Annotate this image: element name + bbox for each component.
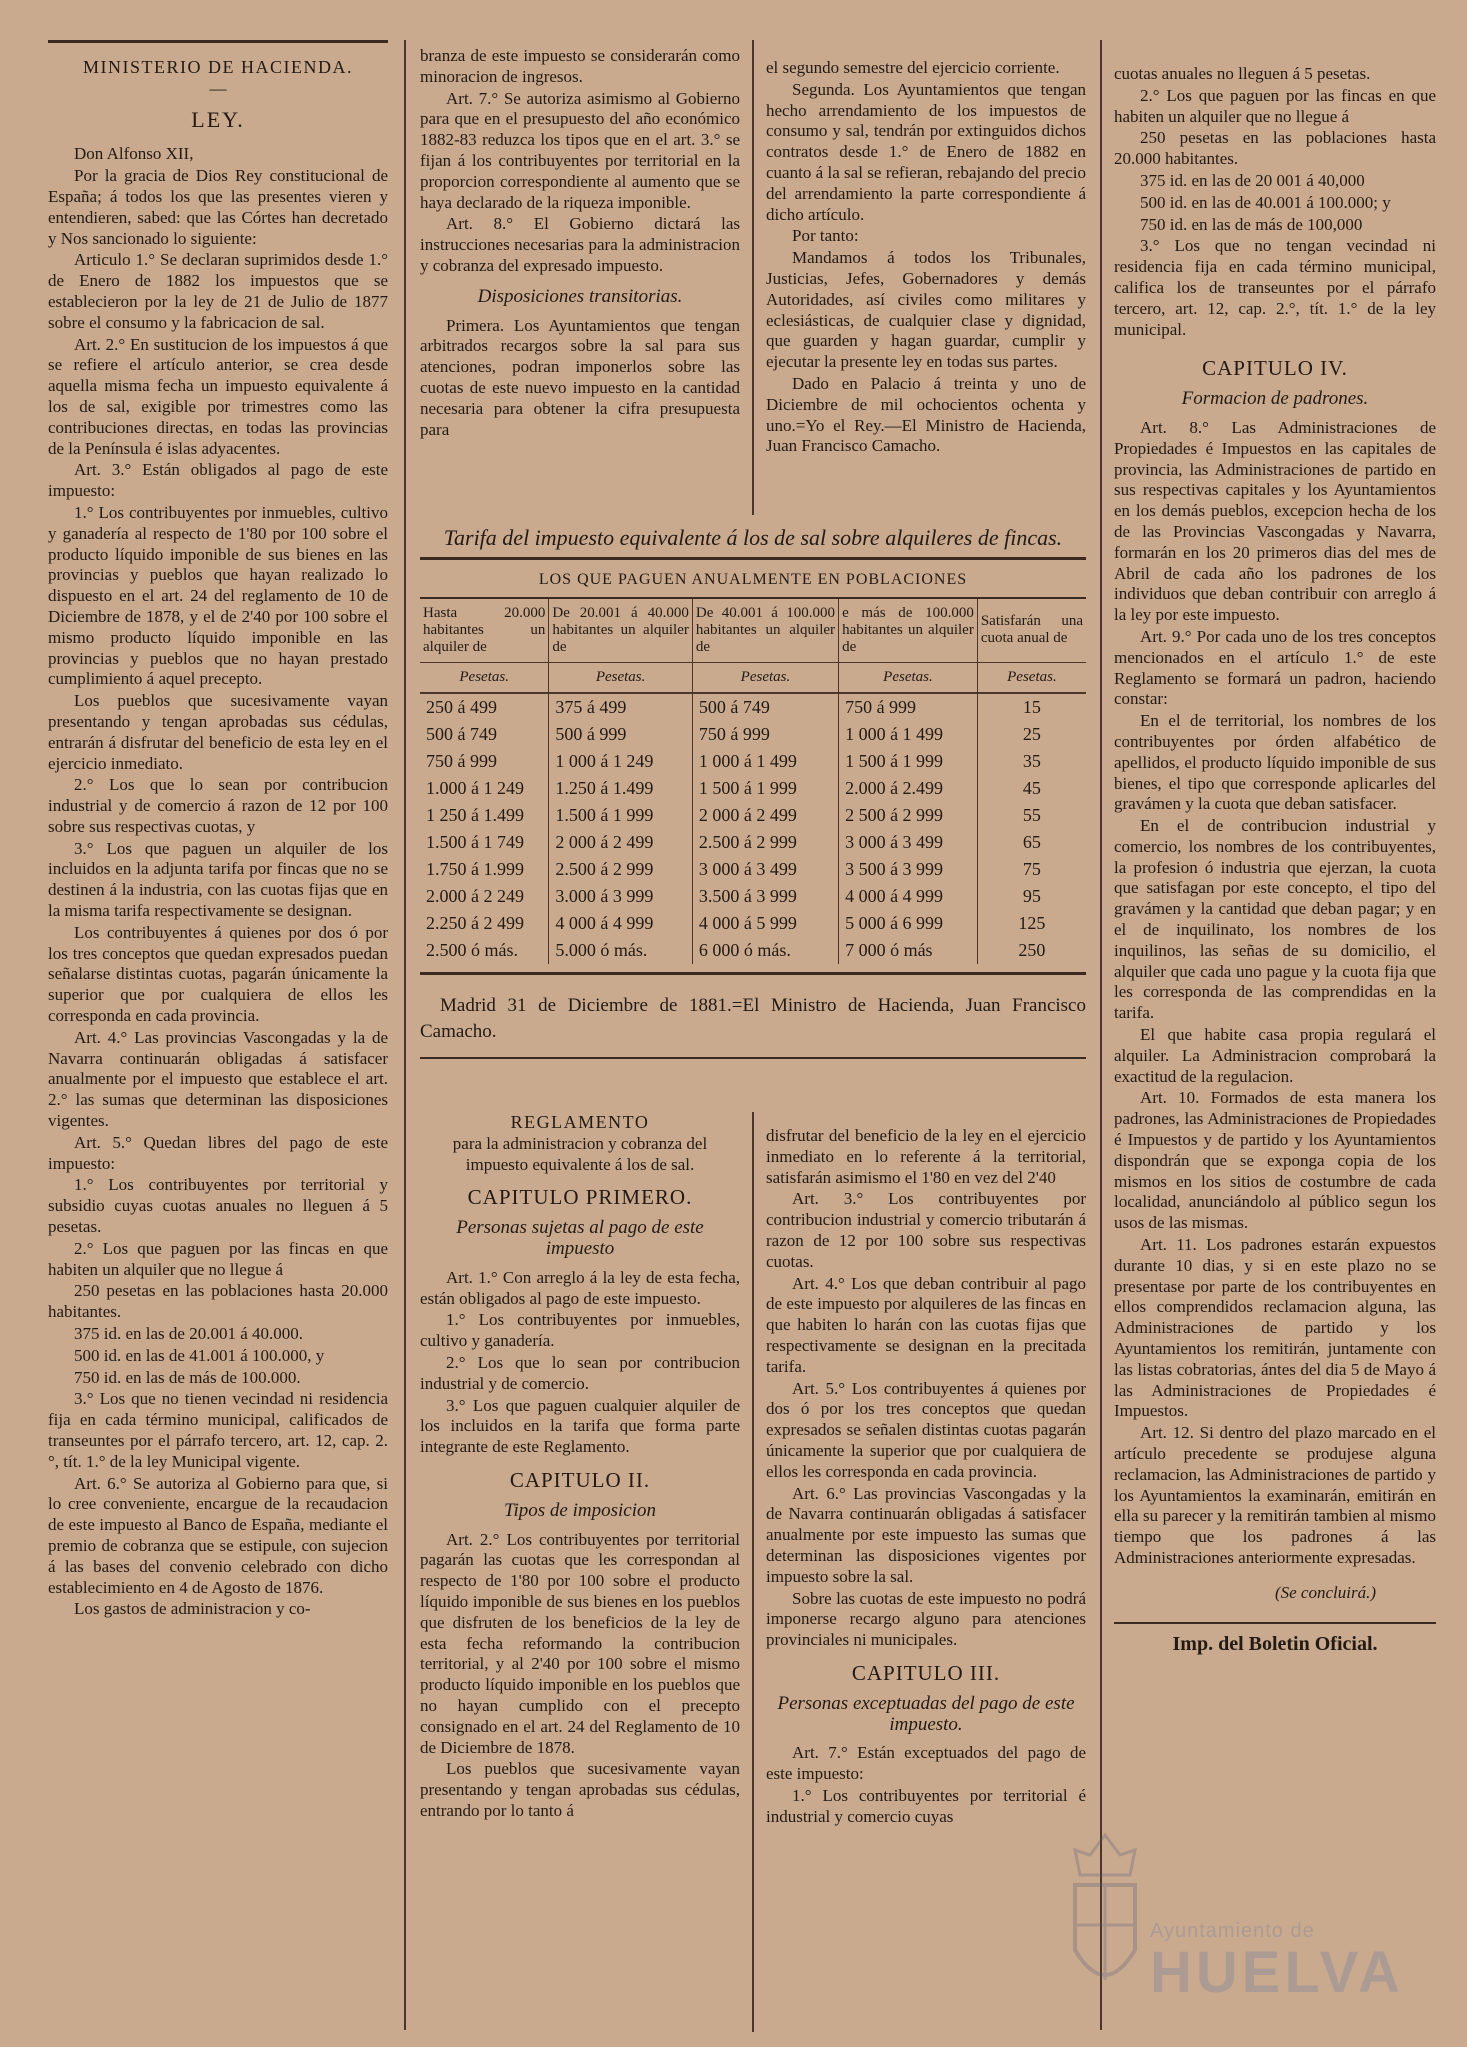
paragraph: el segundo semestre del ejercicio corriente. — [766, 58, 1060, 77]
tariff-cell: 2.500 á 2 999 — [549, 856, 692, 883]
paragraph: Art. 10. Formados de esta manera los padrones, las Administraciones de Propiedades é Impuestos y de partido y los Ayuntamientos dispondrán que se exponga copia de los mismos en los sitios de costumbre de cada localidad, anunciándolo al público segun los usos de las mismas. — [1114, 1088, 1436, 1233]
column-4 — [1114, 64, 1436, 1964]
paragraph: Art. 8.° El Gobierno dictará las instrucciones necesarias para la administracion y cobranza del expresado impuesto. — [420, 214, 740, 275]
tariff-cell: 125 — [1018, 912, 1046, 933]
paragraph: Por la gracia de Dios Rey constitucional de España; á todos los que las presentes vieren y entendieren, sabed: que las Córtes han decretado y Nos sancionado lo siguiente: — [48, 166, 388, 248]
tariff-cell: 2 000 á 2 499 — [692, 802, 838, 829]
tariff-cell: 2.500 á 2 999 — [692, 829, 838, 856]
paragraph: Art. 5.° Los contribuyentes á quienes por dos ó por los tres conceptos que quedan expresados se señalen distintas cuotas pagarán únicamente la superior que por cualquiera de ellos les corresponda en cada provincia. — [766, 1378, 1086, 1481]
tariff-cell: 7 000 ó más — [839, 937, 978, 964]
paragraph: Primera. Los Ayuntamientos que tengan arbitrados recargos sobre la sal para sus atenciones, podran imponerlos sobre las cuotas de este nuevo impuesto en la cantidad necesaria para obtener la cifra presupuesta para — [420, 315, 740, 439]
chapter-2-text — [420, 1530, 740, 1822]
paragraph: 250 pesetas en las poblaciones hasta 20.000 habitantes. — [1114, 128, 1436, 169]
archive-watermark — [1150, 1920, 1404, 2003]
tariff-cell: 6 000 ó más. — [692, 937, 838, 964]
tariff-cell: 1.500 á 1 999 — [549, 802, 692, 829]
to-be-continued: (Se concluirá.) — [1274, 1582, 1376, 1602]
watermark-line-1: Ayuntamiento de — [1150, 1920, 1315, 1942]
paragraph: El que habite casa propia regulará el alquiler. La Administracion comprobará la exactitud de la regulacion. — [1114, 1025, 1436, 1086]
column-2-bottom — [420, 1112, 740, 2032]
tariff-units-row — [420, 662, 1086, 693]
tariff-cell: 75 — [1022, 858, 1041, 879]
paragraph: Articulo 1.° Se declaran suprimidos desde 1.° de Enero de 1882 los impuestos que se establecieron por la ley de 21 de Julio de 1877 sobre el consumo y la fabricacion de sal. — [48, 250, 388, 332]
tariff-cell: 1 250 á 1.499 — [420, 802, 549, 829]
tariff-cell: 3.000 á 3 999 — [549, 883, 692, 910]
chapter-2-subheading: Tipos de imposicion — [503, 1499, 656, 1521]
tariff-cell: 500 á 749 — [420, 721, 549, 748]
paragraph: 2.° Los que lo sean por contribucion industrial y de comercio á razon de 12 por 100 sobre sus respectivas cuotas, y — [48, 775, 388, 836]
tariff-unit-cell: Pesetas. — [692, 662, 838, 693]
chapter-1-text — [420, 1268, 740, 1458]
paragraph: 3.° Los que no tengan vecindad ni residencia fija en cada término municipal, califica los de transeuntes por el párrafo tercero, art. 12, cap. 2.°, tít. 1.° de la ley municipal. — [1114, 236, 1436, 339]
tariff-bottom-rule — [420, 972, 1086, 975]
tariff-cell: 1 500 á 1 999 — [692, 775, 838, 802]
tariff-unit-cell: Pesetas. — [549, 662, 692, 693]
tariff-cell: 2 000 á 2 499 — [549, 829, 692, 856]
tariff-cell: 500 á 999 — [549, 721, 692, 748]
paragraph: 1.° Los contribuyentes por territorial é industrial y comercio cuyas — [766, 1785, 1086, 1826]
paragraph: Los contribuyentes á quienes por dos ó por los tres conceptos que quedan expresados puedan señalarse distintas cuotas, pagarán únicamente la superior que por cualquiera de ellos les corresponda en cada provincia. — [48, 922, 388, 1026]
column-divider — [1100, 40, 1102, 2030]
paragraph: 1.° Los contribuyentes por territorial y subsidio cuyas cuotas anuales no lleguen á 5 pesetas. — [48, 1175, 388, 1237]
tariff-cell: 2.000 á 2 249 — [420, 883, 549, 910]
column-2-top — [420, 46, 740, 506]
paragraph: 1.° Los contribuyentes por inmuebles, cultivo y ganadería al respecto de 1'80 por 100 sobre el producto líquido imponible de sus bienes en las provincias y pueblos que hayan realizado lo dispuesto en el art. 24 del reglamento de 10 de Diciembre de 1878, y el de 2'40 por 100 sobre el mismo producto líquido imponible en las provincias y pueblos que no hayan prestado cumplimiento á aquel precepto. — [48, 502, 388, 689]
paragraph: disfrutar del beneficio de la ley en el ejercicio inmediato en lo referente á la territorial, satisfarán asimismo el 1'80 en vez del 2'40 — [766, 1126, 1086, 1187]
paragraph: Los pueblos que sucesivamente vayan presentando y tengan aprobadas sus cédulas, entrando por lo tanto á — [420, 1759, 740, 1820]
paragraph: Art. 11. Los padrones estarán expuestos durante 10 dias, y si en este plazo no se presentase por parte de los contribuyentes en ellos comprendidos reclamacion alguna, las Administraciones de partido y los Ayuntamientos los remitirán, juntamente con las listas cobratorias, ántes del dia 5 de Mayo á las Administraciones de Propiedades é Impuestos. — [1114, 1235, 1436, 1421]
table-row — [420, 910, 1086, 937]
heading-dash: — — [209, 78, 227, 98]
paragraph: 2.° Los que paguen por las fincas en que habiten un alquiler que no llegue á — [1114, 85, 1436, 126]
reglamento-subtitle: para la administracion y cobranza del impuesto equivalente á los de sal. — [452, 1133, 708, 1174]
coat-of-arms-icon — [1060, 1830, 1150, 2010]
column-divider — [752, 40, 754, 515]
table-row — [420, 883, 1086, 910]
paragraph: 3.° Los que paguen cualquier alquiler de los incluidos en la tarifa que forma parte integrante de este Reglamento. — [420, 1395, 740, 1457]
column-3-top-text — [766, 58, 1086, 457]
paragraph: Art. 2.° Los contribuyentes por territorial pagarán las cuotas que les correspondan al respecto de 1'80 por 100 sobre el producto líquido imponible de sus bienes en los pueblos que disfruten de los beneficios de la ley de esta fecha reformando la contribucion territorial, y al 2'40 por 100 sobre el mismo producto líquido imponible en los pueblos que no hayan cumplido con el precepto consignado en el art. 24 del Reglamento de 10 de Diciembre de 1878. — [420, 1529, 740, 1757]
imprint: Imp. del Boletin Oficial. — [1172, 1632, 1378, 1655]
tariff-cell: 3 000 á 3 499 — [692, 856, 838, 883]
paragraph: branza de este impuesto se considerarán como minoracion de ingresos. — [420, 46, 740, 86]
paragraph: Art. 8.° Las Administraciones de Propiedades é Impuestos en las capitales de provincia, las Administraciones de partido en sus respectivas capitales y los Ayuntamientos en los demás pueblos, excepcion hecha de los de las Provincias Vascongadas y Navarra, formarán en los 20 primeros dias del mes de Abril de cada año los padrones de los individuos que deban contribuir con arreglo á la ley por este impuesto. — [1114, 417, 1436, 625]
tariff-cell: 2 500 á 2 999 — [839, 802, 978, 829]
paragraph: Art. 12. Si dentro del plazo marcado en el artículo precedente se produjese alguna reclamacion, las Administraciones de partido y los Ayuntamientos la examinarán, emitirán en ella su parecer y la remitirán tambien al mismo tiempo que los padrones á las Administraciones anteriormente expresadas. — [1114, 1423, 1436, 1567]
paragraph: 2.° Los que lo sean por contribucion industrial y de comercio. — [420, 1352, 740, 1393]
column-1 — [48, 40, 388, 2030]
tariff-cell: 1 500 á 1 999 — [839, 748, 978, 775]
tariff-cell: 250 — [1018, 939, 1046, 960]
tariff-unit-cell: Pesetas. — [977, 662, 1086, 693]
tariff-cell: 15 — [1022, 696, 1041, 717]
tariff-cell: 4 000 á 4 999 — [839, 883, 978, 910]
imprint-rule — [1114, 1622, 1436, 1624]
column-3-bottom — [766, 1126, 1086, 2031]
column-3-bottom-text — [766, 1126, 1086, 1651]
tariff-cell: 5.000 ó más. — [549, 937, 692, 964]
column-2-top-text — [420, 46, 740, 277]
tariff-block — [420, 528, 1086, 1088]
tariff-cell: 25 — [1022, 723, 1041, 744]
paragraph: Art. 6.° Las provincias Vascongadas y la de Navarra continuarán obligadas á satisfacer anualmente por este impuesto las sumas que determinan las disposiciones vigentes por impuesto sobre la sal. — [766, 1483, 1086, 1586]
tariff-table — [420, 599, 1086, 964]
tariff-cell: 4 000 á 4 999 — [549, 910, 692, 937]
paragraph: 3.° Los que no tienen vecindad ni residencia fija en cada término municipal, calificados de transeuntes por el párrafo tercero, art. 12, cap. 2.°, tít. 1.° de la ley Municipal vigente. — [48, 1389, 388, 1471]
tariff-column-header: De 20.001 á 40.000 habitantes un alquiler de — [549, 599, 692, 663]
paragraph: Art. 7.° Están exceptuados del pago de este impuesto: — [766, 1743, 1086, 1784]
table-row — [420, 748, 1086, 775]
chapter-1-heading: CAPITULO PRIMERO. — [467, 1185, 693, 1210]
tariff-cell: 35 — [1022, 750, 1041, 771]
column-divider — [752, 1112, 754, 2032]
chapter-4-text — [1114, 418, 1436, 1569]
table-row — [420, 802, 1086, 829]
chapter-2-heading: CAPITULO II. — [509, 1467, 651, 1492]
tariff-cell: 3 500 á 3 999 — [839, 856, 978, 883]
tariff-cell: 95 — [1022, 885, 1041, 906]
tariff-column-header: e más de 100.000 habitantes un alquiler de — [839, 599, 978, 663]
tariff-column-header: De 40.001 á 100.000 habitantes un alquiler de — [692, 599, 838, 663]
tariff-cell: 375 á 499 — [549, 693, 692, 721]
tariff-column-header: Hasta 20.000 habitantes un alquiler de — [420, 599, 549, 663]
paragraph: En el de contribucion industrial y comercio, los nombres de los contribuyentes, la profesion ó industria que ejerzan, la cuota que satisfagan por este concepto, el tipo del gravámen y la cantidad que deban pagar; y en el de inquilinato, los nombres de los inquilinos, las señas de su domicilio, el alquiler que cada uno pague y la cuota fija que les corresponda de las comprendidas en la tarifa. — [1114, 816, 1436, 1023]
tariff-column-header: Satisfarán una cuota anual de — [977, 599, 1086, 663]
tariff-cell: 65 — [1022, 831, 1041, 852]
tariff-cell: 500 á 749 — [692, 693, 838, 721]
paragraph: En el de territorial, los nombres de los contribuyentes por órden alfabético de apellidos, el producto líquido imponible de sus bienes, el tipo que corresponde aplicarles del gravámen y la cuota que deban satisfacer. — [1114, 711, 1436, 814]
paragraph: Art. 2.° En sustitucion de los impuestos á que se refiere el artículo anterior, se crea desde aquella misma fecha un impuesto equivalente á los de sal, exigible por trimestres como las contribuciones directas, en todas las provincias de la Península é islas adyacentes. — [48, 334, 388, 458]
tariff-cell: 5 000 á 6 999 — [839, 910, 978, 937]
chapter-3-subheading: Personas exceptuadas del pago de este impuesto. — [777, 1692, 1075, 1735]
transitory-text — [420, 316, 740, 441]
tariff-cell: 55 — [1022, 804, 1041, 825]
tariff-cell: 1.250 á 1.499 — [549, 775, 692, 802]
transitory-heading: Disposiciones transitorias. — [477, 285, 683, 307]
table-row — [420, 721, 1086, 748]
paragraph: Art. 4.° Los que deban contribuir al pago de este impuesto por alquileres de las fincas en que habiten lo harán con las cuotas fijas que respectivamente se designan en la precitada tarifa. — [766, 1273, 1086, 1376]
table-row — [420, 829, 1086, 856]
tariff-cell: 3 000 á 3 499 — [839, 829, 978, 856]
paragraph: Sobre las cuotas de este impuesto no podrá imponerse recargo alguno para atenciones provinciales ni municipales. — [766, 1588, 1086, 1650]
top-rule — [48, 40, 388, 43]
paragraph: Los gastos de administracion y co- — [74, 1599, 311, 1619]
table-row — [420, 775, 1086, 802]
law-title: LEY. — [191, 106, 245, 132]
tariff-cell: 1.750 á 1.999 — [420, 856, 549, 883]
tariff-cell: 1.000 á 1 249 — [420, 775, 549, 802]
paragraph: 3.° Los que paguen un alquiler de los incluidos en la adjunta tarifa por fincas que no se destinen á la industria, con las cuotas fijas que en la misma tarifa respectivamente se designan. — [48, 838, 388, 921]
paragraph: Art. 9.° Por cada uno de los tres conceptos mencionados en el artículo 1.° de este Reglamento se formará un padron, haciendo constar: — [1114, 626, 1436, 709]
signature-rule — [420, 1057, 1086, 1059]
tariff-cell: 1 000 á 1 499 — [692, 748, 838, 775]
tariff-cell: 1 000 á 1 499 — [839, 721, 978, 748]
chapter-3-heading: CAPITULO III. — [851, 1660, 1001, 1685]
paragraph: Mandamos á todos los Tribunales, Justicias, Jefes, Gobernadores y demás Autoridades, así civiles como militares y eclesiásticas, de cualquier clase y dignidad, que guarden y hagan guardar, cumplir y ejecutar la presente ley en todas sus partes. — [766, 248, 1086, 372]
tariff-title: Tarifa del impuesto equivalente á los de sal sobre alquileres de fincas. — [443, 528, 1063, 550]
tariff-signature: Madrid 31 de Diciembre de 1881.=El Ministro de Hacienda, Juan Francisco Camacho. — [420, 994, 1086, 1042]
tariff-cell: 4 000 á 5 999 — [692, 910, 838, 937]
paragraph: 1.° Los contribuyentes por inmuebles, cultivo y ganadería. — [420, 1310, 740, 1351]
paragraph: Art. 5.° Quedan libres del pago de este impuesto: — [48, 1132, 388, 1173]
paragraph: Art. 7.° Se autoriza asimismo al Gobierno para que en el presupuesto del año económico 1882-83 reduzca los tipos que en el art. 3.° se fijan á los contribuyentes por territorial en la proporcion correspondiente al aumento que se haya declarado de la riqueza imponible. — [420, 88, 740, 212]
chapter-3-text — [766, 1743, 1086, 1827]
paragraph: Por tanto: — [792, 226, 859, 246]
paragraph: 500 id. en las de 40.001 á 100.000; y — [1140, 192, 1391, 212]
tariff-cell: 2.500 ó más. — [420, 937, 549, 964]
chapter-1-subheading: Personas sujetas al pago de este impuesto — [456, 1217, 704, 1259]
paragraph: Segunda. Los Ayuntamientos que tengan hecho arrendamiento de los impuestos de consumo y sal, tendrán por extinguidos dichos contratos desde 1.° de Enero de 1882 en cuanto á la sal se refieran, rebajando del precio del arrendamiento la parte correspondiente á dicho artículo. — [766, 79, 1086, 224]
watermark-line-2: HUELVA — [1150, 1940, 1404, 2005]
paragraph: 2.° Los que paguen por las fincas en que habiten un alquiler que no llegue á — [48, 1238, 388, 1279]
tariff-unit-cell: Pesetas. — [420, 662, 549, 693]
paragraph: 750 id. en las de más de 100.000. — [74, 1367, 301, 1387]
paragraph: 250 pesetas en las poblaciones hasta 20.000 habitantes. — [48, 1281, 388, 1322]
tariff-cell: 45 — [1022, 777, 1041, 798]
tariff-cell: 250 á 499 — [420, 693, 549, 721]
paragraph: 375 id. en las de 20.001 á 40.000. — [74, 1324, 303, 1344]
reglamento-title: REGLAMENTO — [510, 1112, 650, 1132]
paragraph: Art. 6.° Se autoriza al Gobierno para que, si lo cree conveniente, encargue de la recaudacion de este impuesto al Banco de España, mediante el premio de cobranza que se estipule, con sujecion á las bases del convenio celebrado con dicho establecimiento en 4 de Agosto de 1876. — [48, 1473, 388, 1597]
paragraph: Dado en Palacio á treinta y uno de Diciembre de mil ochocientos ochenta y uno.=Yo el Rey.—El Ministro de Hacienda, Juan Francisco Camacho. — [766, 373, 1086, 456]
table-row — [420, 693, 1086, 721]
paragraph: 500 id. en las de 41.001 á 100.000, y — [74, 1345, 325, 1365]
tariff-cell: 1.500 á 1 749 — [420, 829, 549, 856]
chapter-4-heading: CAPITULO IV. — [1202, 356, 1348, 381]
tariff-unit-cell: Pesetas. — [839, 662, 978, 693]
paragraph: Art. 3.° Los contribuyentes por contribucion industrial y comercio tributarán á razon de 12 por 100 sobre sus respectivas cuotas. — [766, 1189, 1086, 1271]
tariff-cell: 3.500 á 3 999 — [692, 883, 838, 910]
ministry-heading: MINISTERIO DE HACIENDA. — [83, 57, 353, 77]
column-4-text — [1114, 64, 1436, 340]
tariff-cell: 2.250 á 2 499 — [420, 910, 549, 937]
paragraph: 375 id. en las de 20 001 á 40,000 — [1140, 170, 1365, 190]
paragraph: Don Alfonso XII, — [74, 144, 194, 164]
paragraph: Art. 4.° Las provincias Vascongadas y la de Navarra continuarán obligadas á satisfacer anualmente por el impuesto que establece el art. 2.° las sumas que determinan las disposiciones vigentes. — [48, 1027, 388, 1131]
paragraph: Art. 1.° Con arreglo á la ley de esta fecha, están obligados al pago de este impuesto. — [420, 1267, 740, 1308]
paragraph: 750 id. en las de más de 100,000 — [1140, 214, 1363, 234]
tariff-cell: 2.000 á 2.499 — [839, 775, 978, 802]
table-row — [420, 937, 1086, 964]
tariff-cell: 1 000 á 1 249 — [549, 748, 692, 775]
column-3-top — [766, 58, 1086, 518]
column-1-text — [48, 144, 388, 1620]
tariff-subtitle: LOS QUE PAGUEN ANUALMENTE EN POBLACIONES — [538, 570, 968, 588]
paragraph: Art. 3.° Están obligados al pago de este impuesto: — [48, 460, 388, 501]
tariff-header-row — [420, 599, 1086, 663]
tariff-rule — [420, 557, 1086, 560]
column-divider — [404, 40, 406, 2030]
tariff-cell: 750 á 999 — [420, 748, 549, 775]
tariff-body — [420, 662, 1086, 964]
chapter-4-subheading: Formacion de padrones. — [1181, 388, 1369, 410]
table-row — [420, 856, 1086, 883]
paragraph: cuotas anuales no lleguen á 5 pesetas. — [1114, 64, 1371, 83]
tariff-cell: 750 á 999 — [839, 693, 978, 721]
paragraph: Los pueblos que sucesivamente vayan presentando y tengan aprobadas sus cédulas, entrarán á disfrutar del beneficio de esta ley en el ejercicio inmediato. — [48, 691, 388, 773]
tariff-cell: 750 á 999 — [692, 721, 838, 748]
